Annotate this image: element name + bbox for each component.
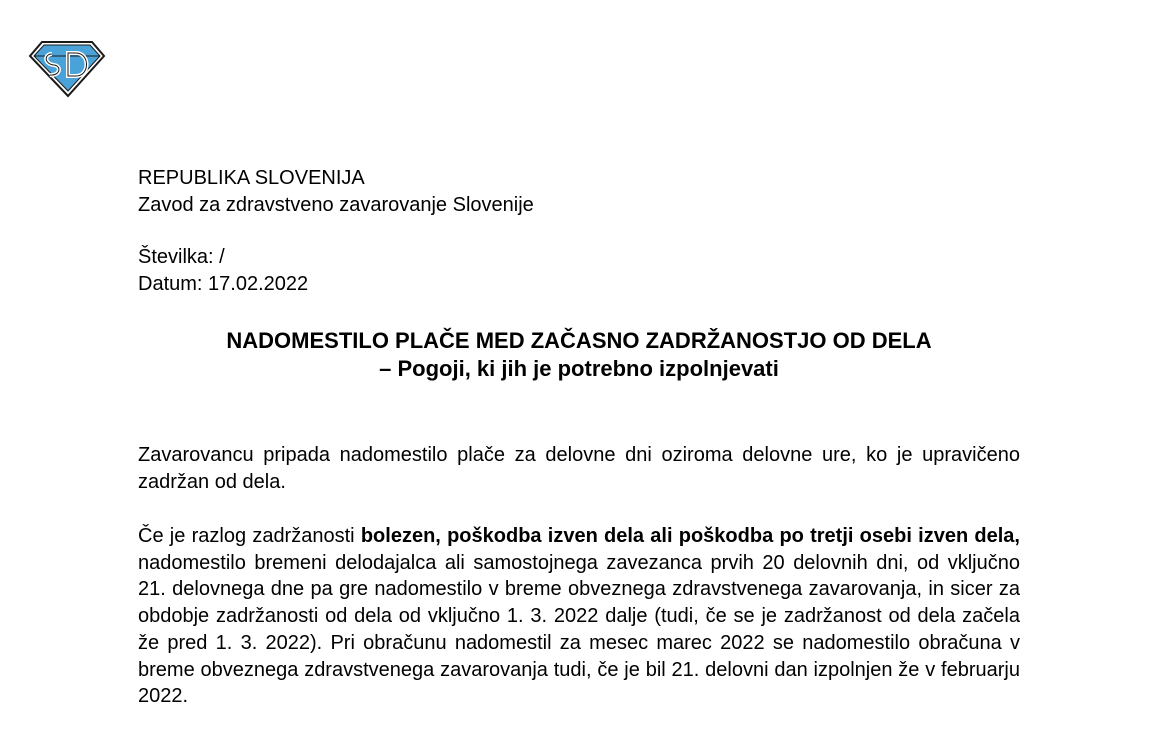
- document-number: Številka: /: [138, 246, 225, 268]
- zzzs-logo-icon: [28, 38, 106, 100]
- paragraph-1: Zavarovancu pripada nadomestilo plače za delovne dni oziroma delovne ure, ko je upravičeno zadržan od dela.: [138, 444, 1020, 493]
- paragraph-2-bold: bolezen, poškodba izven dela ali poškodba po tretji osebi izven dela,: [360, 525, 1020, 547]
- paragraph-2-start: Če je razlog zadržanosti: [138, 525, 361, 547]
- title-line-1: NADOMESTILO PLAČE MED ZAČASNO ZADRŽANOSTJO OD DELA: [226, 328, 932, 353]
- paragraph-2-rest: nadomestilo bremeni delodajalca ali samostojnega zavezanca prvih 20 delovnih dni, od vključno 21. delovnega dne pa gre nadomestilo v breme obveznega zdravstvenega zavarovanja, in sicer za obdobje zadržanosti od dela od vključno 1. 3. 2022 dalje (tudi, če se je zadržanost od dela začela že pred 1. 3. 2022). Pri obračunu nadomestil za mesec marec 2022 se nadomestilo obračuna v breme obveznega zdravstvenega zavarovanja tudi, če je bil 21. delovni dan izpolnjen že v februarju 2022.: [138, 551, 1020, 708]
- document-title: [138, 327, 1020, 383]
- republic-name: REPUBLIKA SLOVENIJA: [138, 167, 365, 189]
- document-meta: [138, 244, 308, 298]
- institute-name: Zavod za zdravstveno zavarovanje Slovenije: [138, 194, 534, 216]
- title-line-2: – Pogoji, ki jih je potrebno izpolnjevati: [379, 356, 779, 381]
- document-date: Datum: 17.02.2022: [138, 273, 309, 295]
- paragraph-2: [138, 523, 1020, 710]
- institution-header: [138, 165, 534, 219]
